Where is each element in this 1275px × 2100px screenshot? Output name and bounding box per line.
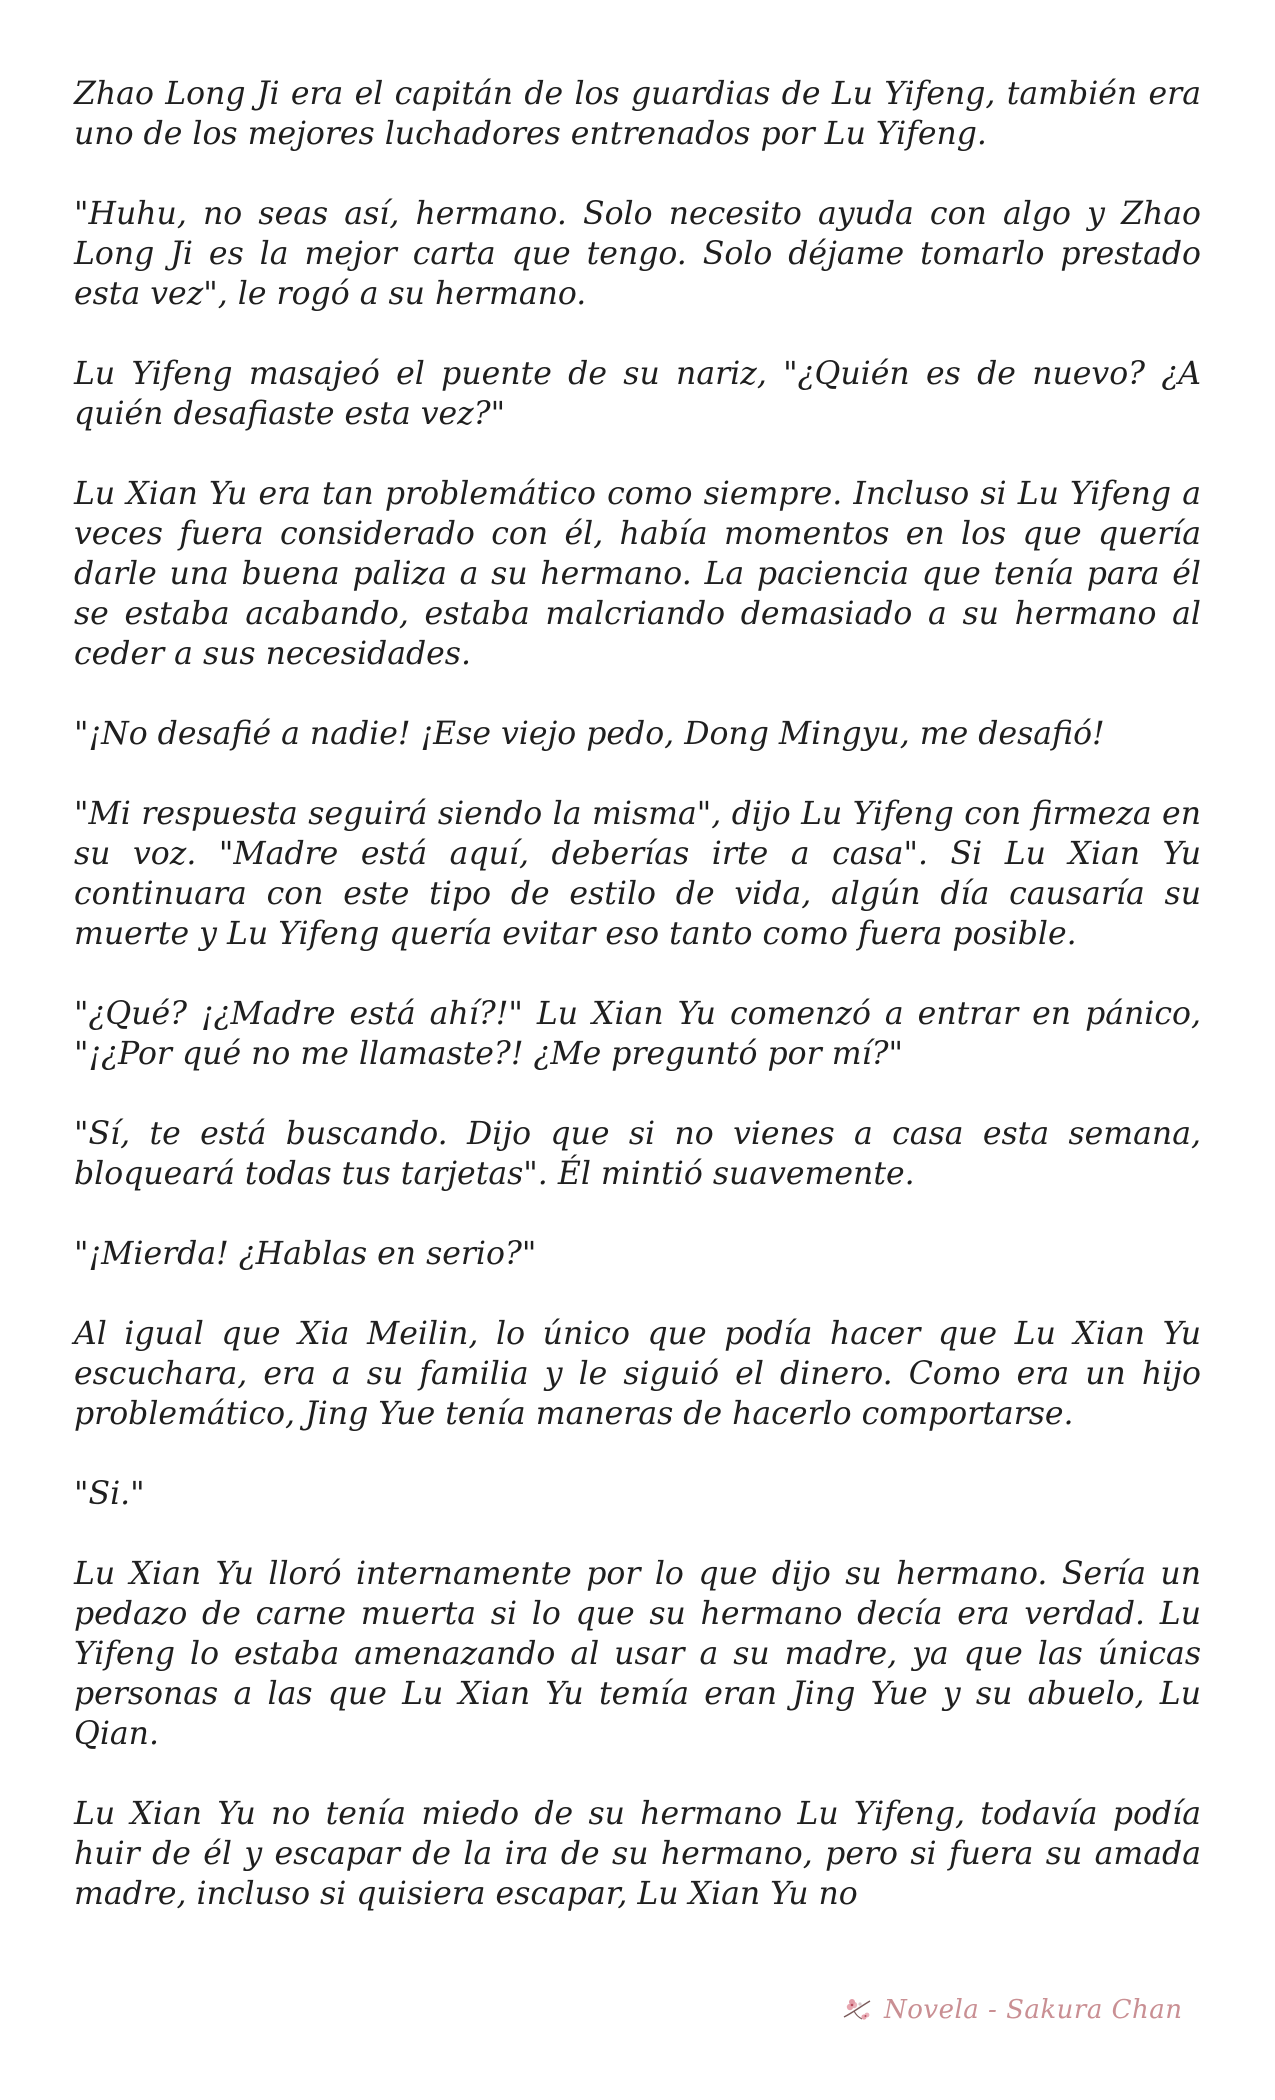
text-body	[74, 74, 1201, 1954]
paragraph: Zhao Long Ji era el capitán de los guardias de Lu Yifeng, también era uno de los mejores luchadores entrenados por Lu Yifeng.	[74, 76, 1201, 152]
paragraph: Lu Xian Yu lloró internamente por lo que dijo su hermano. Sería un pedazo de carne muerta si lo que su hermano decía era verdad. Lu Yifeng lo estaba amenazando al usar a su madre, ya que las únicas personas a las que Lu Xian Yu temía eran Jing Yue y su abuelo, Lu Qian.	[74, 1556, 1201, 1752]
paragraph: Lu Xian Yu no tenía miedo de su hermano Lu Yifeng, todavía podía huir de él y escapar de la ira de su hermano, pero si fuera su amada madre, incluso si quisiera escapar, Lu Xian Yu no	[74, 1796, 1201, 1912]
paragraph: "Si."	[74, 1476, 145, 1512]
paragraph: Lu Yifeng masajeó el puente de su nariz, "¿Quién es de nuevo? ¿A quién desafiaste esta vez?"	[74, 356, 1201, 432]
paragraph: "Huhu, no seas así, hermano. Solo necesito ayuda con algo y Zhao Long Ji es la mejor carta que tengo. Solo déjame tomarlo prestado esta vez", le rogó a su hermano.	[74, 196, 1201, 312]
paragraph: Lu Xian Yu era tan problemático como siempre. Incluso si Lu Yifeng a veces fuera considerado con él, había momentos en los que quería darle una buena paliza a su hermano. La paciencia que tenía para él se estaba acabando, estaba malcriando demasiado a su hermano al ceder a sus necesidades.	[74, 476, 1201, 672]
paragraph: "¡No desafié a nadie! ¡Ese viejo pedo, Dong Mingyu, me desafió!	[74, 716, 1105, 752]
paragraph: "¿Qué? ¡¿Madre está ahí?!" Lu Xian Yu comenzó a entrar en pánico, "¡¿Por qué no me llamaste?! ¿Me preguntó por mí?"	[74, 996, 1201, 1072]
paragraph: "Mi respuesta seguirá siendo la misma", dijo Lu Yifeng con firmeza en su voz. "Madre está aquí, deberías irte a casa". Si Lu Xian Yu continuara con este tipo de estilo de vida, algún día causaría su muerte y Lu Yifeng quería evitar eso tanto como fuera posible.	[74, 796, 1201, 952]
paragraph: Al igual que Xia Meilin, lo único que podía hacer que Lu Xian Yu escuchara, era a su familia y le siguió el dinero. Como era un hijo problemático, Jing Yue tenía maneras de hacerlo comportarse.	[74, 1316, 1201, 1432]
watermark	[840, 1995, 1183, 2025]
cherry-blossom-icon	[840, 1995, 874, 2025]
watermark-text: Novela - Sakura Chan	[884, 1995, 1183, 2025]
paragraph: "¡Mierda! ¿Hablas en serio?"	[74, 1236, 537, 1272]
paragraph: "Sí, te está buscando. Dijo que si no vienes a casa esta semana, bloqueará todas tus tarjetas". Él mintió suavemente.	[74, 1116, 1201, 1192]
